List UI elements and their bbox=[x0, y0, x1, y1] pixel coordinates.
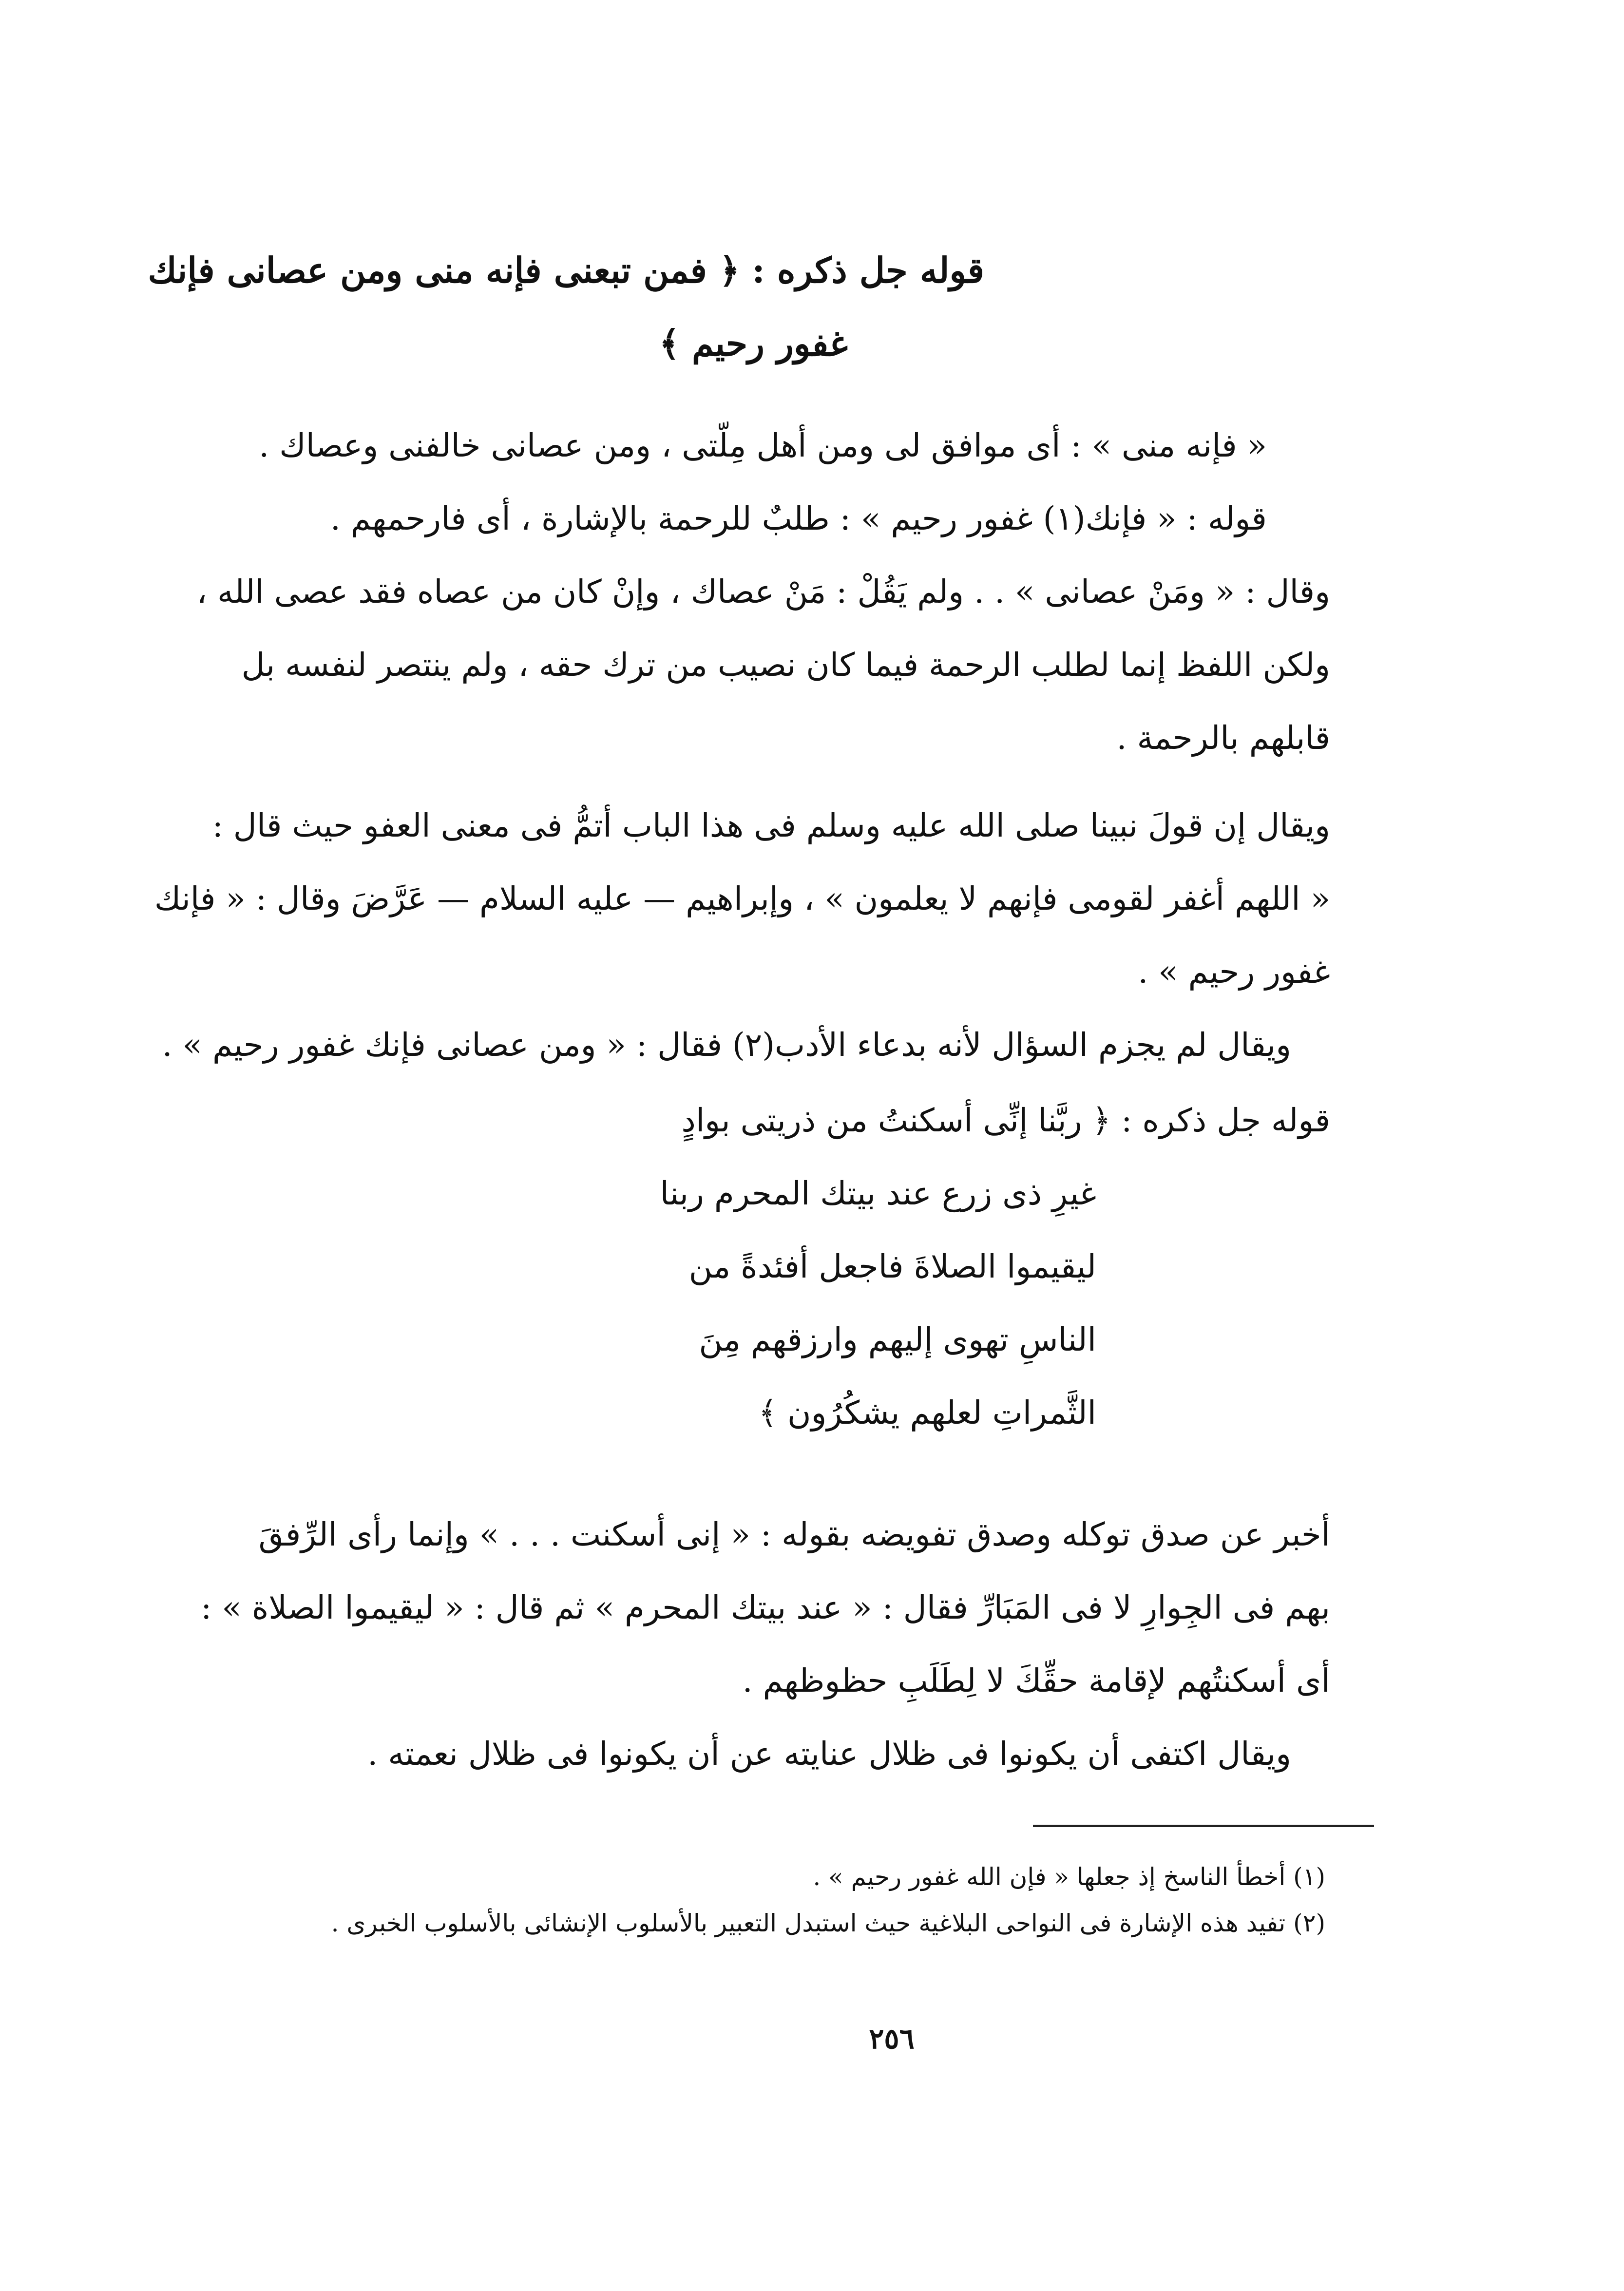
verse-line: قوله جل ذكره : ﴿ ربَّنا إنِّى أسكنتُ من ذريتى بوادٍ bbox=[681, 1102, 1330, 1139]
paragraph bbox=[201, 1498, 1330, 1718]
paragraph bbox=[307, 1718, 1330, 1791]
text-line: « اللهم أغفر لقومى فإنهم لا يعلمون » ، وإبراهيم — عليه السلام — عَرَّضَ وقال : « فإنك bbox=[154, 880, 1330, 917]
footnote-separator bbox=[1033, 1825, 1374, 1827]
paragraph bbox=[162, 1009, 1330, 1082]
text-line: وقال : « ومَنْ عصانى » . . ولم يَقُلْ : مَنْ عصاك ، وإنْ كان من عصاه فقد عصى الله ، bbox=[196, 573, 1330, 611]
text-line: ويقال لم يجزم السؤال لأنه بدعاء الأدب(٢) فقال : « ومن عصانى فإنك غفور رحيم » . bbox=[162, 1026, 1291, 1064]
text-line: غفور رحيم » . bbox=[1138, 953, 1330, 991]
text-line: قابلهم بالرحمة . bbox=[1116, 719, 1330, 757]
footnote-2: (٢) تفيد هذه الإشارة فى النواحى البلاغية حيث استبدل التعبير بالأسلوب الإنشائى بالأسلوب الخبرى . bbox=[331, 1909, 1325, 1937]
verse-line: غيرِ ذى زرع عند بيتك المحرم ربنا bbox=[660, 1175, 1096, 1212]
footnote-1: (١) أخطأ الناسخ إذ جعلها « فإن الله غفور رحيم » . bbox=[813, 1863, 1325, 1891]
verse-line: الناسِ تهوى إليهم وارزقهم مِنَ bbox=[699, 1321, 1096, 1358]
page-number: ٢٥٦ bbox=[869, 2022, 915, 2055]
heading-line: غفور رحيم ﴾ bbox=[659, 323, 848, 364]
text-line: قوله : « فإنك(١) غفور رحيم » : طلبٌ للرحمة بالإشارة ، أى فارحمهم . bbox=[330, 500, 1267, 537]
text-line: « فإنه منى » : أى موافق لى ومن أهل مِلّتى ، ومن عصانى خالفنى وعصاك . bbox=[259, 427, 1267, 464]
text-line: ويقال إن قولَ نبينا صلى الله عليه وسلم فى هذا الباب أتمُّ فى معنى العفو حيث قال : bbox=[212, 807, 1330, 844]
verse-line: ليقيموا الصلاةَ فاجعل أفئدةً من bbox=[688, 1248, 1096, 1285]
heading-line: قوله جل ذكره : ﴿ فمن تبعنى فإنه منى ومن عصانى فإنك bbox=[148, 249, 984, 291]
paragraph bbox=[154, 789, 1330, 1009]
text-line: ويقال اكتفى أن يكونوا فى ظلال عنايته عن أن يكونوا فى ظلال نعمته . bbox=[367, 1735, 1291, 1773]
verse-heading-2 bbox=[633, 1084, 1330, 1450]
text-line: ولكن اللفظ إنما لطلب الرحمة فيما كان نصيب من ترك حقه ، ولم ينتصر لنفسه بل bbox=[241, 646, 1330, 684]
footnotes bbox=[302, 1854, 1325, 1947]
paragraph bbox=[259, 409, 1330, 555]
text-line: بهم فى الجِوارِ لا فى المَبَارِّ فقال : « عند بيتك المحرم » ثم قال : « ليقيموا الصلاة » : bbox=[201, 1589, 1330, 1626]
text-line: أى أسكنتُهم لإقامة حقِّكَ لا لِطَلَبِ حظوظهم . bbox=[742, 1662, 1330, 1699]
paragraph bbox=[196, 555, 1330, 775]
verse-heading-1 bbox=[148, 234, 984, 380]
verse-line: الثَّمراتِ لعلهم يشكُرُون ﴾ bbox=[758, 1394, 1096, 1432]
text-line: أخبر عن صدق توكله وصدق تفويضه بقوله : « إنى أسكنت . . . » وإنما رأى الرِّفقَ bbox=[258, 1516, 1330, 1553]
